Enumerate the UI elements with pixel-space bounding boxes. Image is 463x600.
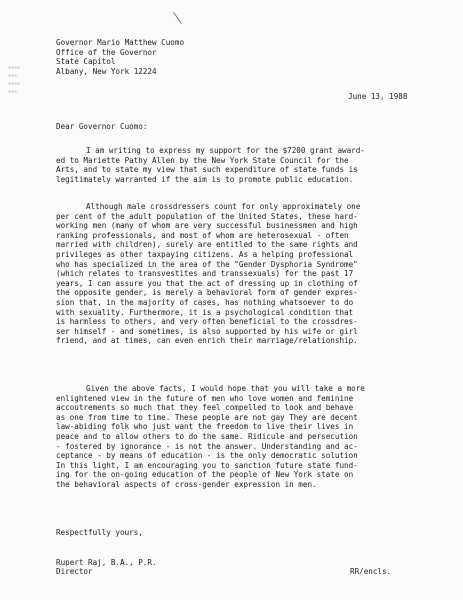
paragraph-line: (which relates to transvestites and transsexuals) for the past 17 (56, 269, 354, 279)
paragraph-line: ed to Mariette Pathy Allen by the New York State Council for the (56, 155, 349, 165)
paragraph-line: Arts, and to state my view that such expenditure of state funds is (56, 165, 358, 175)
paragraph-1 (56, 146, 428, 184)
paragraph-line: Given the above facts, I would hope that you will take a more (86, 384, 365, 393)
paragraph-line: law-abiding folk who just want the freedom to live their lives in (56, 422, 354, 432)
paragraph-line: sion that, in the majority of cases, has nothing whatsoever to do (56, 297, 354, 307)
paragraph-line: the behavioral aspects of cross-gender expression in men. (56, 479, 317, 489)
paragraph-line: peace and to allow others to do the same. Ridicule and persecution (56, 431, 358, 441)
paragraph-line: ceptance - by means of education - is the only democratic solution (56, 451, 358, 461)
signer-name: Rupert Raj, B.A., P.R. (56, 558, 157, 567)
pen-mark (173, 6, 190, 24)
recipient-office: Office of the Governor (56, 47, 157, 57)
paragraph-line: In this light, I am encouraging you to sanction future state fund- (56, 460, 358, 470)
paragraph-line: legitimately warranted if the aim is to promote public education. (56, 174, 354, 184)
paragraph-line: with sexuality. Furthermore, it is a psychological condition that (56, 307, 354, 317)
paragraph-line: ing for the on-going education of the people of New York state on (56, 470, 354, 480)
paragraph-line: I am writing to express my support for the $7200 grant award- (86, 146, 365, 155)
paragraph-line: accoutrements so much that they feel compelled to look and behave (56, 403, 354, 413)
paragraph-line: who has specialized in the area of the "Gender Dysphoria Syndrome" (56, 259, 358, 269)
paragraph-line: privileges as other taxpaying citizens. As a helping professional (56, 249, 354, 259)
paragraph-line: ranking professionals, and most of whom are heterosexual - often (56, 230, 349, 240)
recipient-building: State Capitol (56, 57, 116, 67)
paragraph-line: married with children), surely are entitled to the same rights and (56, 240, 358, 250)
letter-date: June 13, 1988 (348, 92, 408, 101)
paragraph-line: friend, and at times, can even enrich their marriage/relationship. (56, 336, 358, 346)
paragraph-line: working men (many of whom are very successful businessmen and high (56, 221, 358, 231)
paragraph-line: - fostered by ignorance - is not the answer. Understanding and ac- (56, 441, 358, 451)
recipient-name: Governor Mario Matthew Cuomo (56, 38, 185, 47)
closing: Respectfully yours, (56, 528, 143, 537)
margin-bleed-through: ▪▪▪▪ ▪▪▪ ▪▪▪▪ ▪▪▪ (8, 65, 21, 95)
paragraph-2 (56, 202, 428, 346)
salutation: Dear Governor Cuomo: (56, 122, 148, 131)
recipient-city: Albany, New York 12224 (56, 66, 157, 76)
paragraph-line: ser himself - and sometimes, is also supported by his wife or girl (56, 326, 358, 336)
paragraph-line: Although male crossdressers count for only approximately one (86, 202, 361, 211)
paragraph-3 (56, 384, 428, 490)
signer-title: Director (56, 567, 93, 576)
paragraph-line: as one from time to time. These people are not gay They are decent (56, 412, 358, 422)
paragraph-line: per cent of the adult population of the United States, these hard- (56, 211, 358, 221)
paragraph-line: is harmless to others, and very often beneficial to the crossdres- (56, 317, 358, 327)
paragraph-line: years, I can assure you that the act of dressing up in clothing of (56, 278, 358, 288)
enclosure-notation: RR/encls. (350, 567, 392, 576)
paragraph-line: the opposite gender, is merely a behavioral form of gender expres- (56, 288, 358, 298)
paragraph-line: enlightened view in the future of men who love women and feminine (56, 393, 354, 403)
